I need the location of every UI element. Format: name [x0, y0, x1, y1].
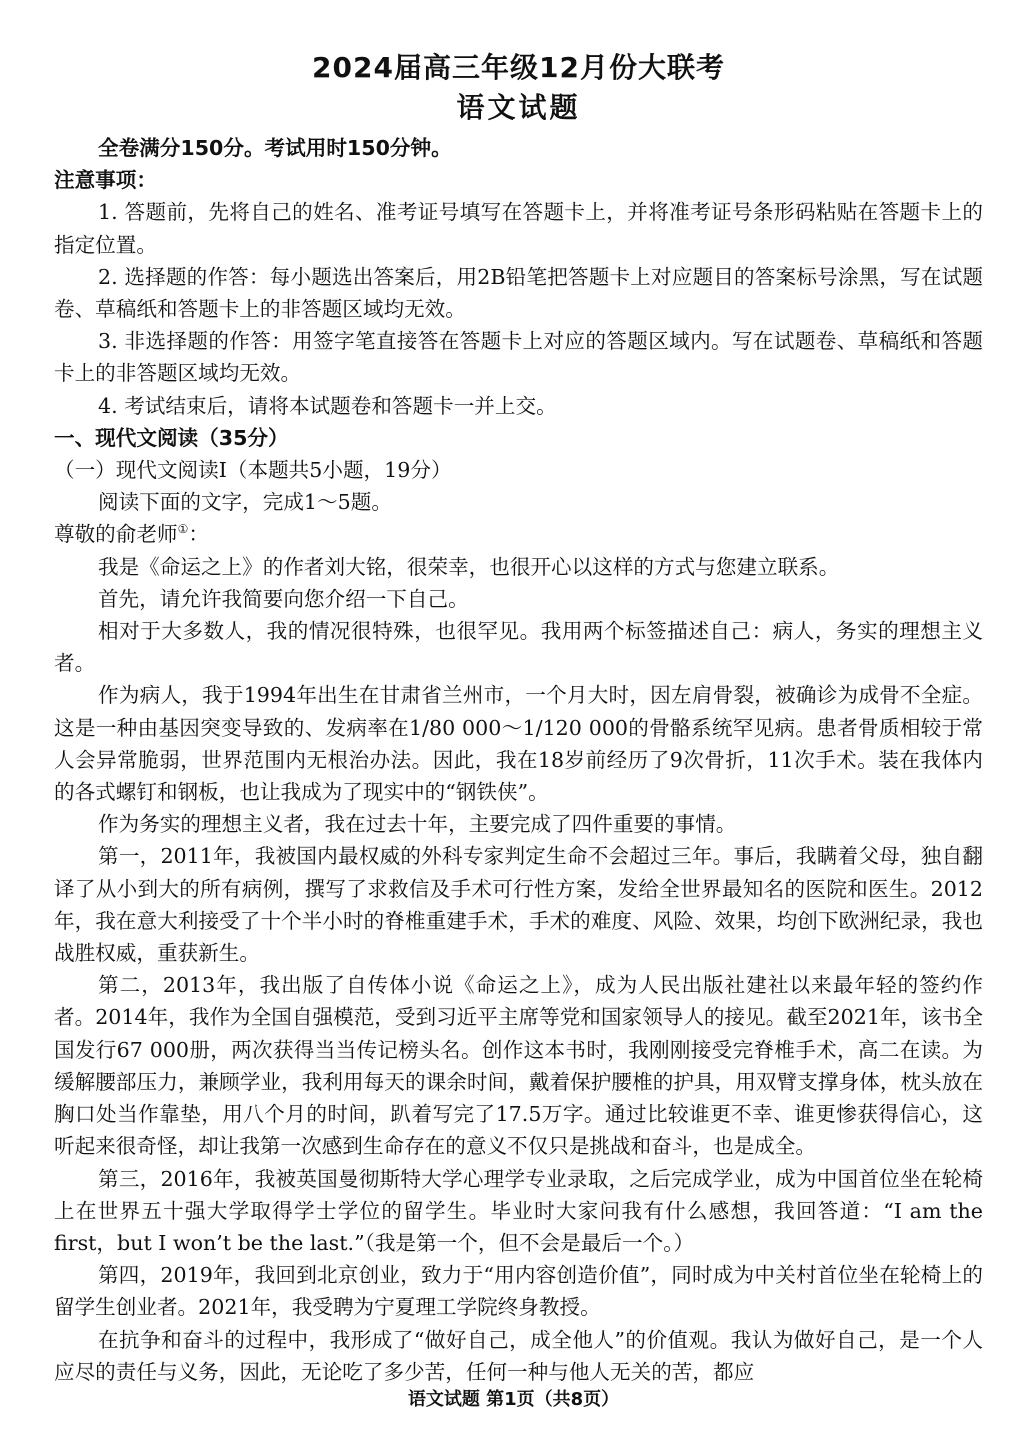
notes-item: 4. 考试结束后，请将本试题卷和答题卡一并上交。: [98, 393, 557, 418]
letter-body: [54, 518, 983, 1387]
exam-subject-title: 语文试题: [456, 91, 581, 124]
letter-salutation: [54, 518, 983, 550]
salutation-colon: ：: [188, 522, 209, 547]
letter-paragraph: 第三，2016年，我被英国曼彻斯特大学心理学专业录取，之后完成学业，成为中国首位坐在轮椅上在世界五十强大学取得学士学位的留学生。毕业时大家问我有什么感想，我回答道：“I am the first，but I won’t be the last.”（我是第一个，但不会是最后一个。）: [54, 1166, 983, 1255]
footnote-marker: ①: [177, 522, 189, 537]
section-sub-heading: （一）现代文阅读Ⅰ（本题共5小题，19分）: [54, 458, 452, 483]
letter-paragraph: 第四，2019年，我回到北京创业，致力于“用内容创造价值”，同时成为中关村首位坐在轮椅上的留学生创业者。2021年，我受聘为宁夏理工学院终身教授。: [54, 1263, 983, 1320]
notes-item: 2. 选择题的作答：每小题选出答案后，用2B铅笔把答题卡上对应题目的答案标号涂黑，写在试题卷、草稿纸和答题卡上的非答题区域均无效。: [54, 264, 983, 322]
section-instruction: 阅读下面的文字，完成1～5题。: [98, 490, 392, 515]
page-footer: 语文试题 第1页（共8页）: [407, 1389, 620, 1410]
notes-list: [54, 196, 983, 421]
section-heading: 一、现代文阅读（35分）: [54, 425, 289, 450]
letter-paragraph: 相对于大多数人，我的情况很特殊，也很罕见。我用两个标签描述自己：病人，务实的理想主义者。: [54, 619, 983, 676]
letter-paragraph: 我是《命运之上》的作者刘大铭，很荣幸，也很开心以这样的方式与您建立联系。: [98, 554, 840, 579]
score-info: 全卷满分150分。考试用时150分钟。: [98, 136, 452, 160]
letter-paragraph: 作为病人，我于1994年出生在甘肃省兰州市，一个月大时，因左肩骨裂，被确诊为成骨不全症。这是一种由基因突变导致的、发病率在1/80 000～1/120 000的骨骼系统罕见病。患者骨质相较于常人会异常脆弱，世界范围内无根治办法。因此，我在18岁前经历了9次骨折，11次手术。装在我体内的各式螺钉和钢板，也让我成为了现实中的“钢铁侠”。: [54, 683, 983, 805]
letter-paragraph: 第二，2013年，我出版了自传体小说《命运之上》，成为人民出版社建社以来最年轻的签约作者。2014年，我作为全国自强模范，受到习近平主席等党和国家领导人的接见。截至2021年，该书全国发行67 000册，两次获得当当传记榜头名。创作这本书时，我刚刚接受完脊椎手术，高二在读。为缓解腰部压力，兼顾学业，我利用每天的课余时间，戴着保护腰椎的护具，用双臂支撑身体，枕头放在胸口处当作靠垫，用八个月的时间，趴着写完了17.5万字。通过比较谁更不幸、谁更惨获得信心，这听起来很奇怪，却让我第一次感到生命存在的意义不仅只是挑战和奋斗，也是成全。: [54, 973, 983, 1159]
letter-paragraph: 作为务实的理想主义者，我在过去十年，主要完成了四件重要的事情。: [98, 812, 737, 837]
letter-paragraph: 第一，2011年，我被国内最权威的外科专家判定生命不会超过三年。事后，我瞒着父母，独自翻译了从小到大的所有病例，撰写了求救信及手术可行性方案，发给全世界最知名的医院和医生。2012年，我在意大利接受了十个半小时的脊椎重建手术，手术的难度、风险、效果，均创下欧洲纪录，我也战胜权威，重获新生。: [54, 844, 983, 966]
salutation-text: 尊敬的俞老师: [54, 522, 178, 547]
notes-item: 3. 非选择题的作答：用签字笔直接答在答题卡上对应的答题区域内。写在试题卷、草稿纸和答题卡上的非答题区域均无效。: [54, 329, 983, 386]
letter-paragraph: 在抗争和奋斗的过程中，我形成了“做好自己，成全他人”的价值观。我认为做好自己，是一个人应尽的责任与义务，因此，无论吃了多少苦，任何一种与他人无关的苦，都应: [54, 1327, 983, 1384]
notes-heading: 注意事项：: [54, 168, 157, 193]
letter-paragraph: 首先，请允许我简要向您介绍一下自己。: [98, 586, 469, 611]
notes-item: 1. 答题前，先将自己的姓名、准考证号填写在答题卡上，并将准考证号条形码粘贴在答题卡上的指定位置。: [54, 200, 983, 257]
exam-title: 2024届高三年级12月份大联考: [312, 51, 725, 84]
